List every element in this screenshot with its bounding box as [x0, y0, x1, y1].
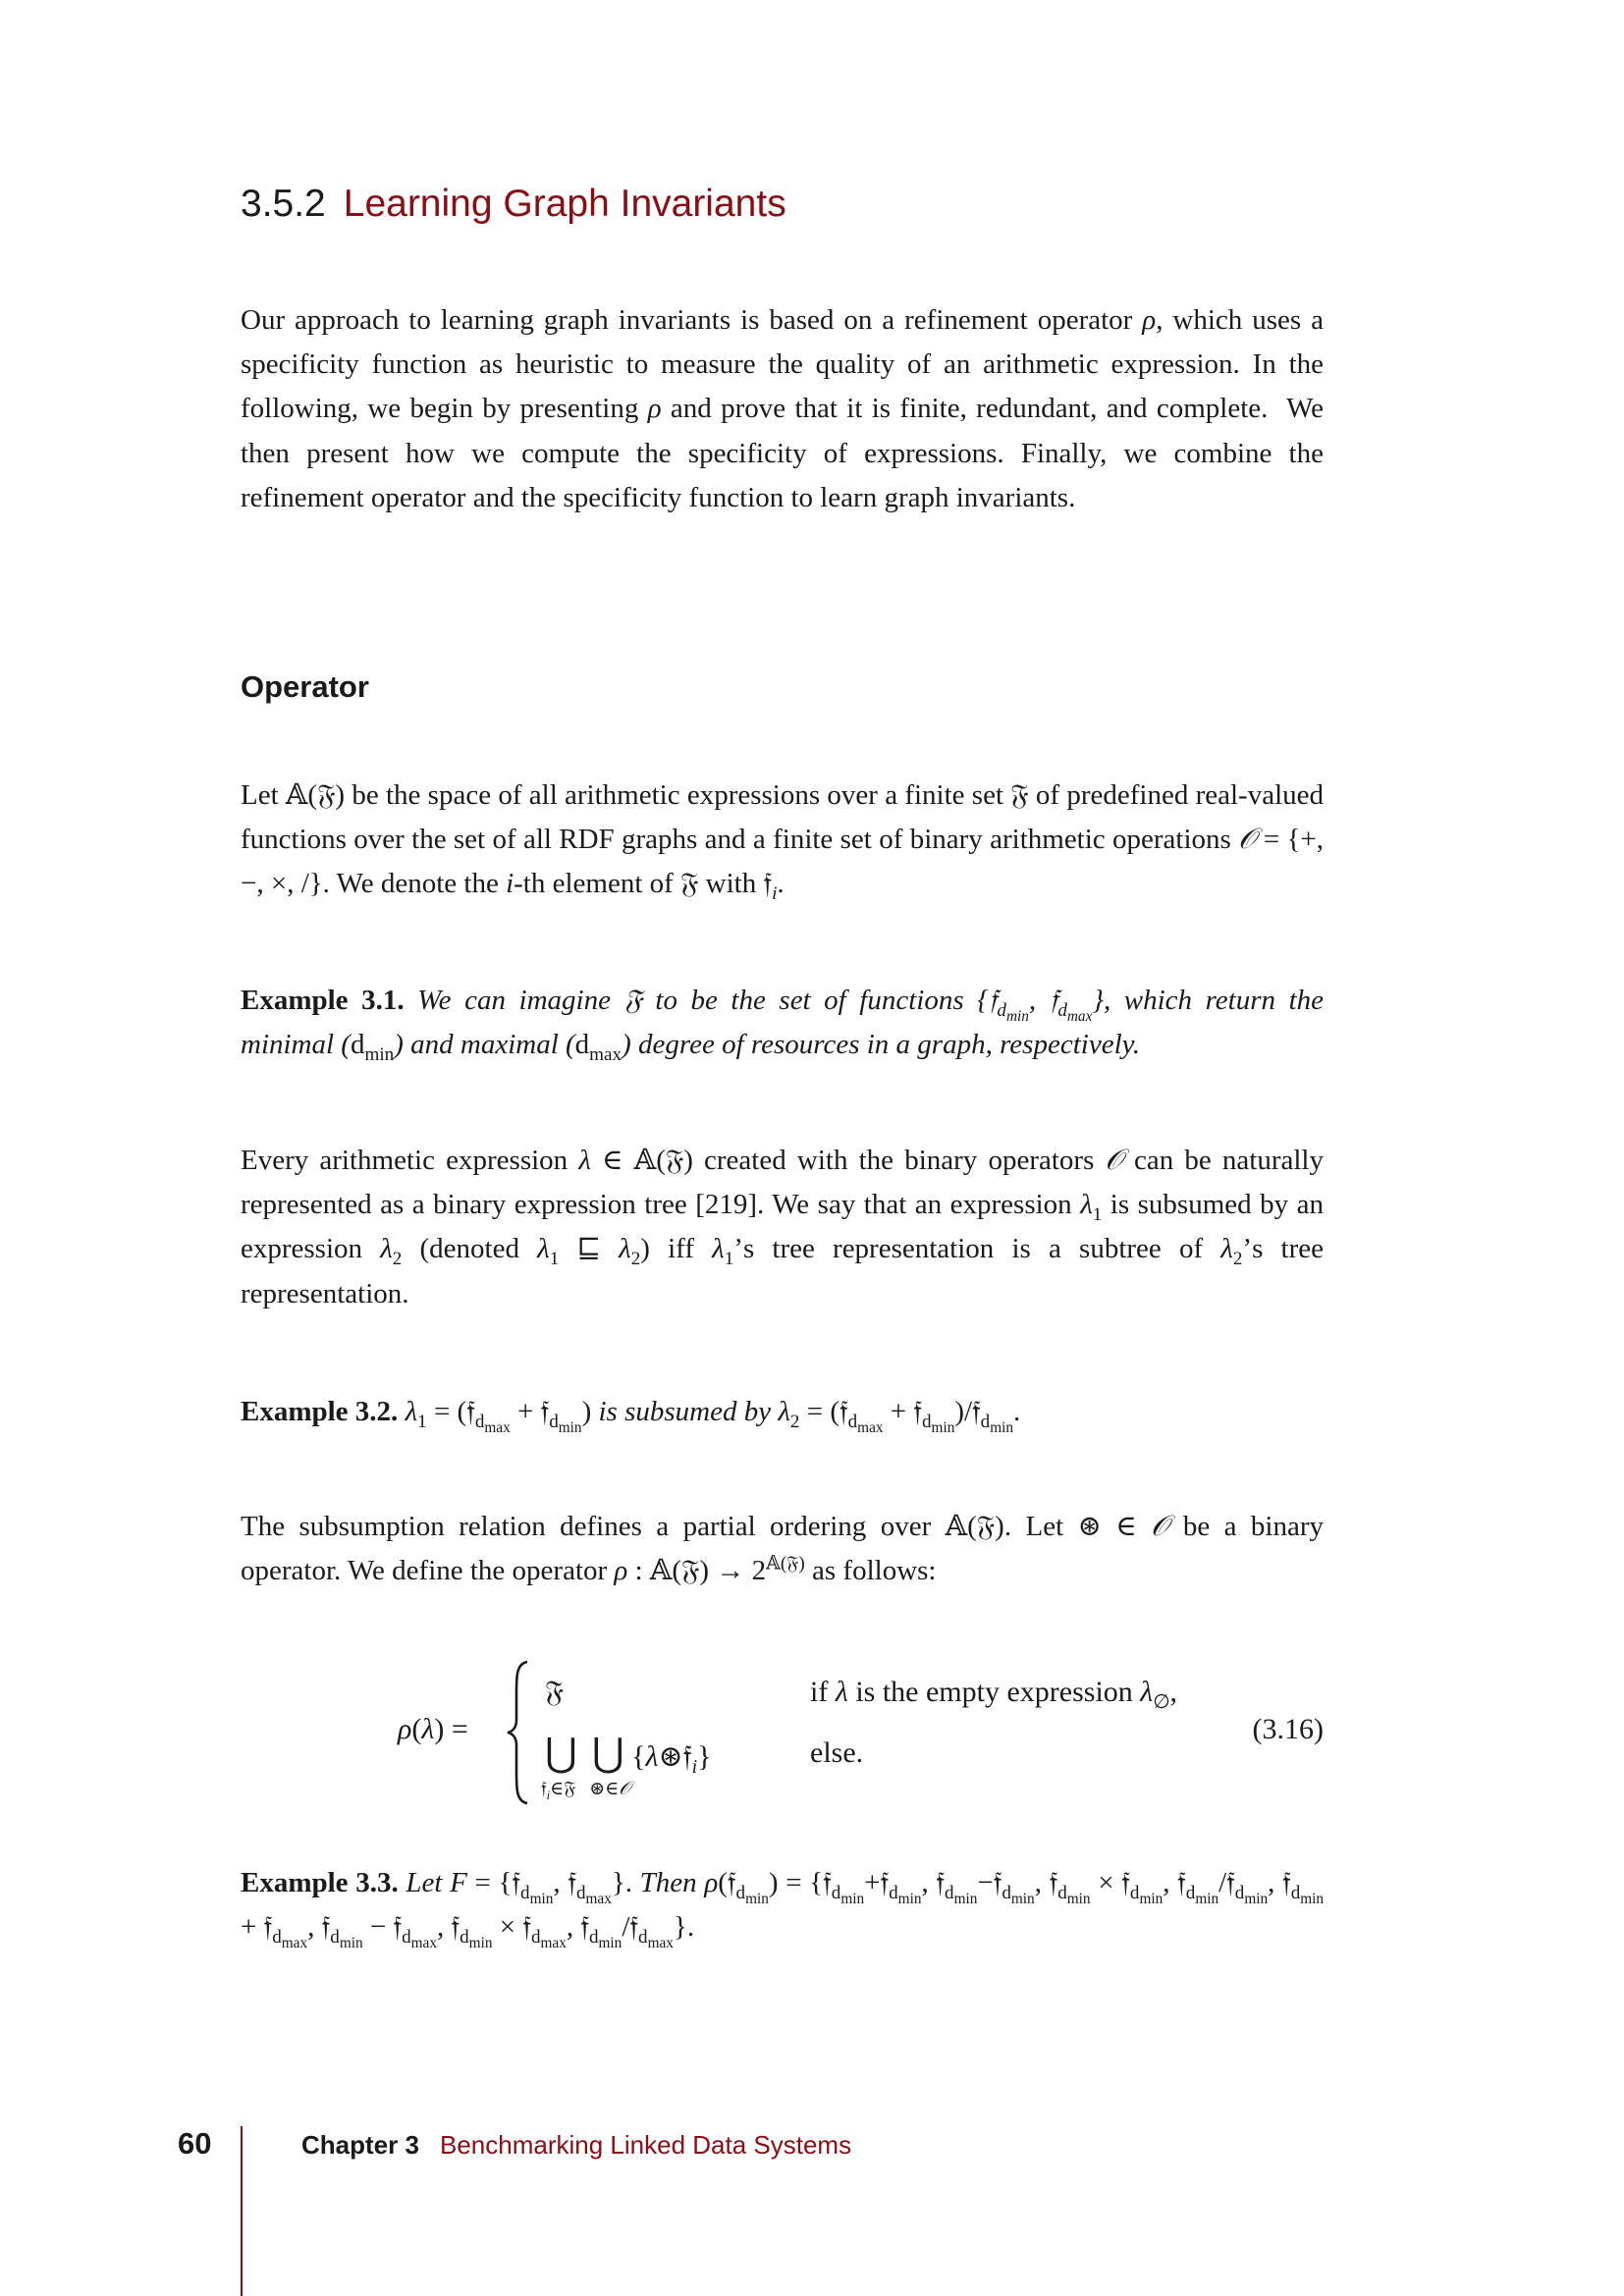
paragraph-space-definition: Let 𝔸(𝔉) be the space of all arithmetic expressions over a finite set 𝔉 of predefined real-valued functions over the set of all RDF graphs and a finite set of binary arithmetic operations 𝒪 = {+, −, ×, /}. We denote the i-th element of 𝔉 with 𝔣$_i$.	[241, 779, 1324, 905]
footer-chapter: Chapter 3	[301, 2130, 419, 2160]
equation-3-16	[241, 1659, 1324, 1816]
example-3-1: Example 3.1. We can imagine 𝔉 to be the set of functions {𝔣$_{d_{min}}$, 𝔣$_{d_{max}}$}, which return the minimal $(d_{min})$ and maximal $(d_{max})$ degree of resources in a graph, respectively.	[241, 985, 1324, 1065]
paragraph-subsumption: Every arithmetic expression λ ∈ 𝔸(𝔉) created with the binary operators 𝒪 can be naturally represented as a binary expression tree [219]. We say that an expression $\lambda_1$ is subsumed by an expression $\lambda_2$ (denoted $\lambda_1$ ⊑ $\lambda_2$) iff $\lambda_1’s$ tree representation is a subtree of $\lambda_2’s$ tree representation.	[241, 1145, 1325, 1309]
page-number: 60	[178, 2126, 212, 2161]
equation-condition-2: else.	[810, 1736, 864, 1769]
subsection-heading: Operator	[241, 669, 369, 704]
equation-lhs: ρ(λ) =	[398, 1713, 468, 1745]
example-3-2: Example 3.2. $\lambda_1$ = (𝔣$_{d_{max}}$ + 𝔣$_{d_{min}}$) is subsumed by $\lambda_2$ = (𝔣$_{d_{max}}$ + 𝔣$_{d_{min}}$)/𝔣$_{d_{min}}$.	[241, 1396, 1021, 1436]
paragraph-operator-definition: The subsumption relation defines a partial ordering over 𝔸(𝔉). Let ⊛ ∈ 𝒪 be a binary operator. We define the operator ρ : 𝔸(𝔉) → $2^{𝔸(𝔉)}$ as follows:	[241, 1511, 1324, 1587]
union-limit-2: ⊛∈𝒪	[589, 1779, 631, 1799]
equation-condition-1: if λ is the empty expression $\lambda_\emptyset$,	[810, 1676, 1178, 1713]
footer-divider	[241, 2126, 243, 2296]
union-limits	[541, 1779, 630, 1800]
section-title: Learning Graph Invariants	[343, 183, 786, 225]
equation-case-2: ⋃ ⋃ {λ⊛𝔣$_i$}	[545, 1731, 712, 1778]
left-brace	[504, 1659, 533, 1806]
equation-number: (3.16)	[1252, 1713, 1324, 1745]
section-heading	[241, 183, 786, 226]
intro-paragraph: Our approach to learning graph invariants is based on a refinement operator ρ, which uses a specificity function as heuristic to measure the quality of an arithmetic expression. In the following, we begin by presenting ρ and prove that it is finite, redundant, and complete. We then present how we compute the specificity of expressions. Finally, we combine the refinement operator and the specificity function to learn graph invariants.	[241, 304, 1324, 513]
section-number: 3.5.2	[241, 183, 326, 225]
equation-case-1: 𝔉	[545, 1676, 564, 1708]
union-limit-1: 𝔣$_i$∈𝔉	[541, 1779, 576, 1802]
example-3-3: Example 3.3. Let F = {𝔣$_{d_{min}}$, 𝔣$_{d_{max}}$}. Then ρ(𝔣$_{d_{min}}$) = {𝔣$_{d_{min}}$+𝔣$_{d_{min}}$, 𝔣$_{d_{min}}$−𝔣$_{d_{min}}$, 𝔣$_{d_{min}}$ × 𝔣$_{d_{min}}$, 𝔣$_{d_{min}}$/𝔣$_{d_{min}}$, 𝔣$_{d_{min}}$ + 𝔣$_{d_{max}}$, 𝔣$_{d_{min}}$ − 𝔣$_{d_{max}}$, 𝔣$_{d_{min}}$ × 𝔣$_{d_{max}}$, 𝔣$_{d_{min}}$/𝔣$_{d_{max}}$}.	[241, 1867, 1325, 1951]
footer-chapter-title: Benchmarking Linked Data Systems	[440, 2130, 852, 2160]
